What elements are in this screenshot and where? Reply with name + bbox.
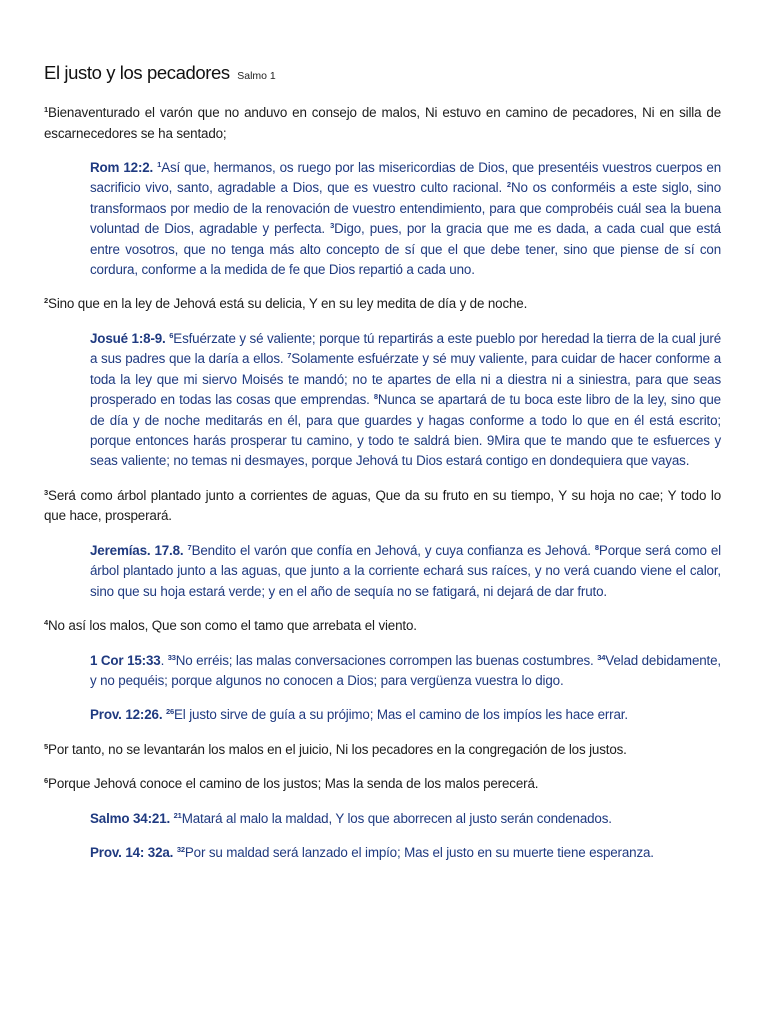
verse-number: 1 <box>157 160 162 169</box>
verse-text: Porque Jehová conoce el camino de los justos; Mas la senda de los malos perecerá. <box>48 776 539 792</box>
verse-number: 2 <box>506 180 511 190</box>
reference-text: Solamente esfuérzate y sé muy valiente, para cuidar de hacer conforme a toda la ley que mi siervo Moisés te mandó; no te apartes de ella ni a diestra ni a siniestra, para que seas prosperado en todas las cosas que emprendas. <box>90 351 721 408</box>
verse-4 <box>44 616 721 637</box>
reference-label: Prov. 14: 32a. <box>90 845 174 861</box>
verse-number: 6 <box>44 776 49 786</box>
page-subtitle: Salmo 1 <box>237 70 276 82</box>
reference-text: El justo sirve de guía a su prójimo; Mas el camino de los impíos les hace errar. <box>174 707 628 723</box>
page-title: El justo y los pecadores <box>44 62 230 83</box>
verse-text: No así los malos, Que son como el tamo que arrebata el viento. <box>48 618 417 633</box>
reference-label: 1 Cor 15:33 <box>90 652 161 668</box>
reference-text: No erréis; las malas conversaciones corrompen las buenas costumbres. <box>175 652 594 668</box>
verse-text: Será como árbol plantado junto a corrientes de aguas, Que da su fruto en su tiempo, Y su hoja no cae; Y todo lo que hace, prosperará. <box>44 487 721 524</box>
reference-text: Matará al malo la maldad, Y los que aborrecen al justo serán condenados. <box>181 810 612 826</box>
verse-number: 26 <box>165 707 175 717</box>
verse-number: 7 <box>187 542 192 552</box>
reference-label: Prov. 12:26. <box>90 707 163 723</box>
verse-number: 1 <box>44 105 49 114</box>
reference-text: Esfuérzate y sé valiente; porque tú repartirás a este pueblo por heredad la tierra de la cual juré a sus padres que la daría a ellos. <box>90 330 722 367</box>
reference-text: No os conforméis a este siglo, sino transformaos por medio de la renovación de vuestro entendimiento, para que comprobéis cuál sea la buena voluntad de Dios, agradable y perfecta. <box>90 180 721 237</box>
verse-text: Bienaventurado el varón que no anduvo en consejo de malos, Ni estuvo en camino de pecadores, Ni en silla de escarnecedores se ha sentado; <box>44 105 721 141</box>
cross-reference-salmo-34 <box>90 809 721 829</box>
reference-text: Velad debidamente, y no pequéis; porque algunos no conocen a Dios; para vergüenza vuestra lo digo. <box>90 652 721 688</box>
verse-number: 3 <box>44 487 49 497</box>
verse-text: Por tanto, no se levantarán los malos en el juicio, Ni los pecadores en la congregación de los justos. <box>48 741 627 757</box>
verse-number: 4 <box>44 618 49 627</box>
cross-reference-jeremias <box>90 541 721 602</box>
verse-number: 8 <box>594 542 599 552</box>
reference-text: Así que, hermanos, os ruego por las misericordias de Dios, que presentéis vuestros cuerpos en sacrificio vivo, santo, agradable a Dios, que es vuestro culto racional. <box>90 160 721 196</box>
verse-5 <box>44 740 721 761</box>
verse-number: 6 <box>169 330 174 340</box>
verse-2 <box>44 294 721 315</box>
verse-number: 32 <box>176 845 185 855</box>
reference-text: Digo, pues, por la gracia que me es dada, a cada cual que está entre vosotros, que no tenga más alto concepto de sí que el que debe tener, sino que piense de sí con cordura, conforme a la medida de fe que Dios repartió a cada uno. <box>90 221 721 278</box>
verse-number: 33 <box>167 652 176 662</box>
verse-number: 3 <box>330 221 335 231</box>
reference-label: Rom 12:2. <box>90 160 154 175</box>
verse-number: 7 <box>287 351 292 361</box>
verse-text: Sino que en la ley de Jehová está su delicia, Y en su ley medita de día y de noche. <box>48 296 528 312</box>
verse-number: 5 <box>44 741 49 751</box>
reference-text: Por su maldad será lanzado el impío; Mas el justo en su muerte tiene esperanza. <box>184 845 654 861</box>
reference-label: Jeremías. 17.8. <box>90 542 184 558</box>
reference-text: Porque será como el árbol plantado junto a las aguas, que junto a la corriente echará sus raíces, y no verá cuando viene el calor, sino que su hoja estará verde; y en el año de sequía no se fatigará, ni dejará de dar fruto. <box>90 542 721 599</box>
title-row <box>44 60 721 89</box>
cross-reference-josue <box>90 329 721 472</box>
cross-reference-prov-12 <box>90 705 721 725</box>
verse-1 <box>44 103 721 144</box>
cross-reference-rom <box>90 158 721 280</box>
reference-text: Nunca se apartará de tu boca este libro de la ley, sino que de día y de noche meditarás en él, para que guardes y hagas conforme a todo lo que en él está escrito; porque entonces harás prosperar tu camino, y todo te saldrá bien. 9Mira que te mando que te esfuerces y seas valiente; no temas ni desmayes, porque Jehová tu Dios estará contigo en dondequiera que vayas. <box>90 392 721 469</box>
verse-number: 34 <box>597 652 606 662</box>
cross-reference-1cor: 1 Cor 15:33. $^{33}$No erréis; las malas conversaciones corrompen las buenas costumbres. $^{34}$Velad debidamente, y no pequéis; porque algunos no conocen a Dios; para vergüenza vuestra lo digo. <box>90 652 721 688</box>
cross-reference-prov-14 <box>90 843 721 863</box>
verse-6 <box>44 774 721 795</box>
reference-text: Bendito el varón que confía en Jehová, y cuya confianza es Jehová. <box>191 542 591 558</box>
reference-label: Salmo 34:21. <box>90 810 171 826</box>
verse-3 <box>44 486 721 527</box>
verse-number: 21 <box>173 810 182 820</box>
reference-label: Josué 1:8-9. <box>90 330 166 346</box>
verse-number: 2 <box>44 296 49 306</box>
verse-number: 8 <box>373 392 378 402</box>
